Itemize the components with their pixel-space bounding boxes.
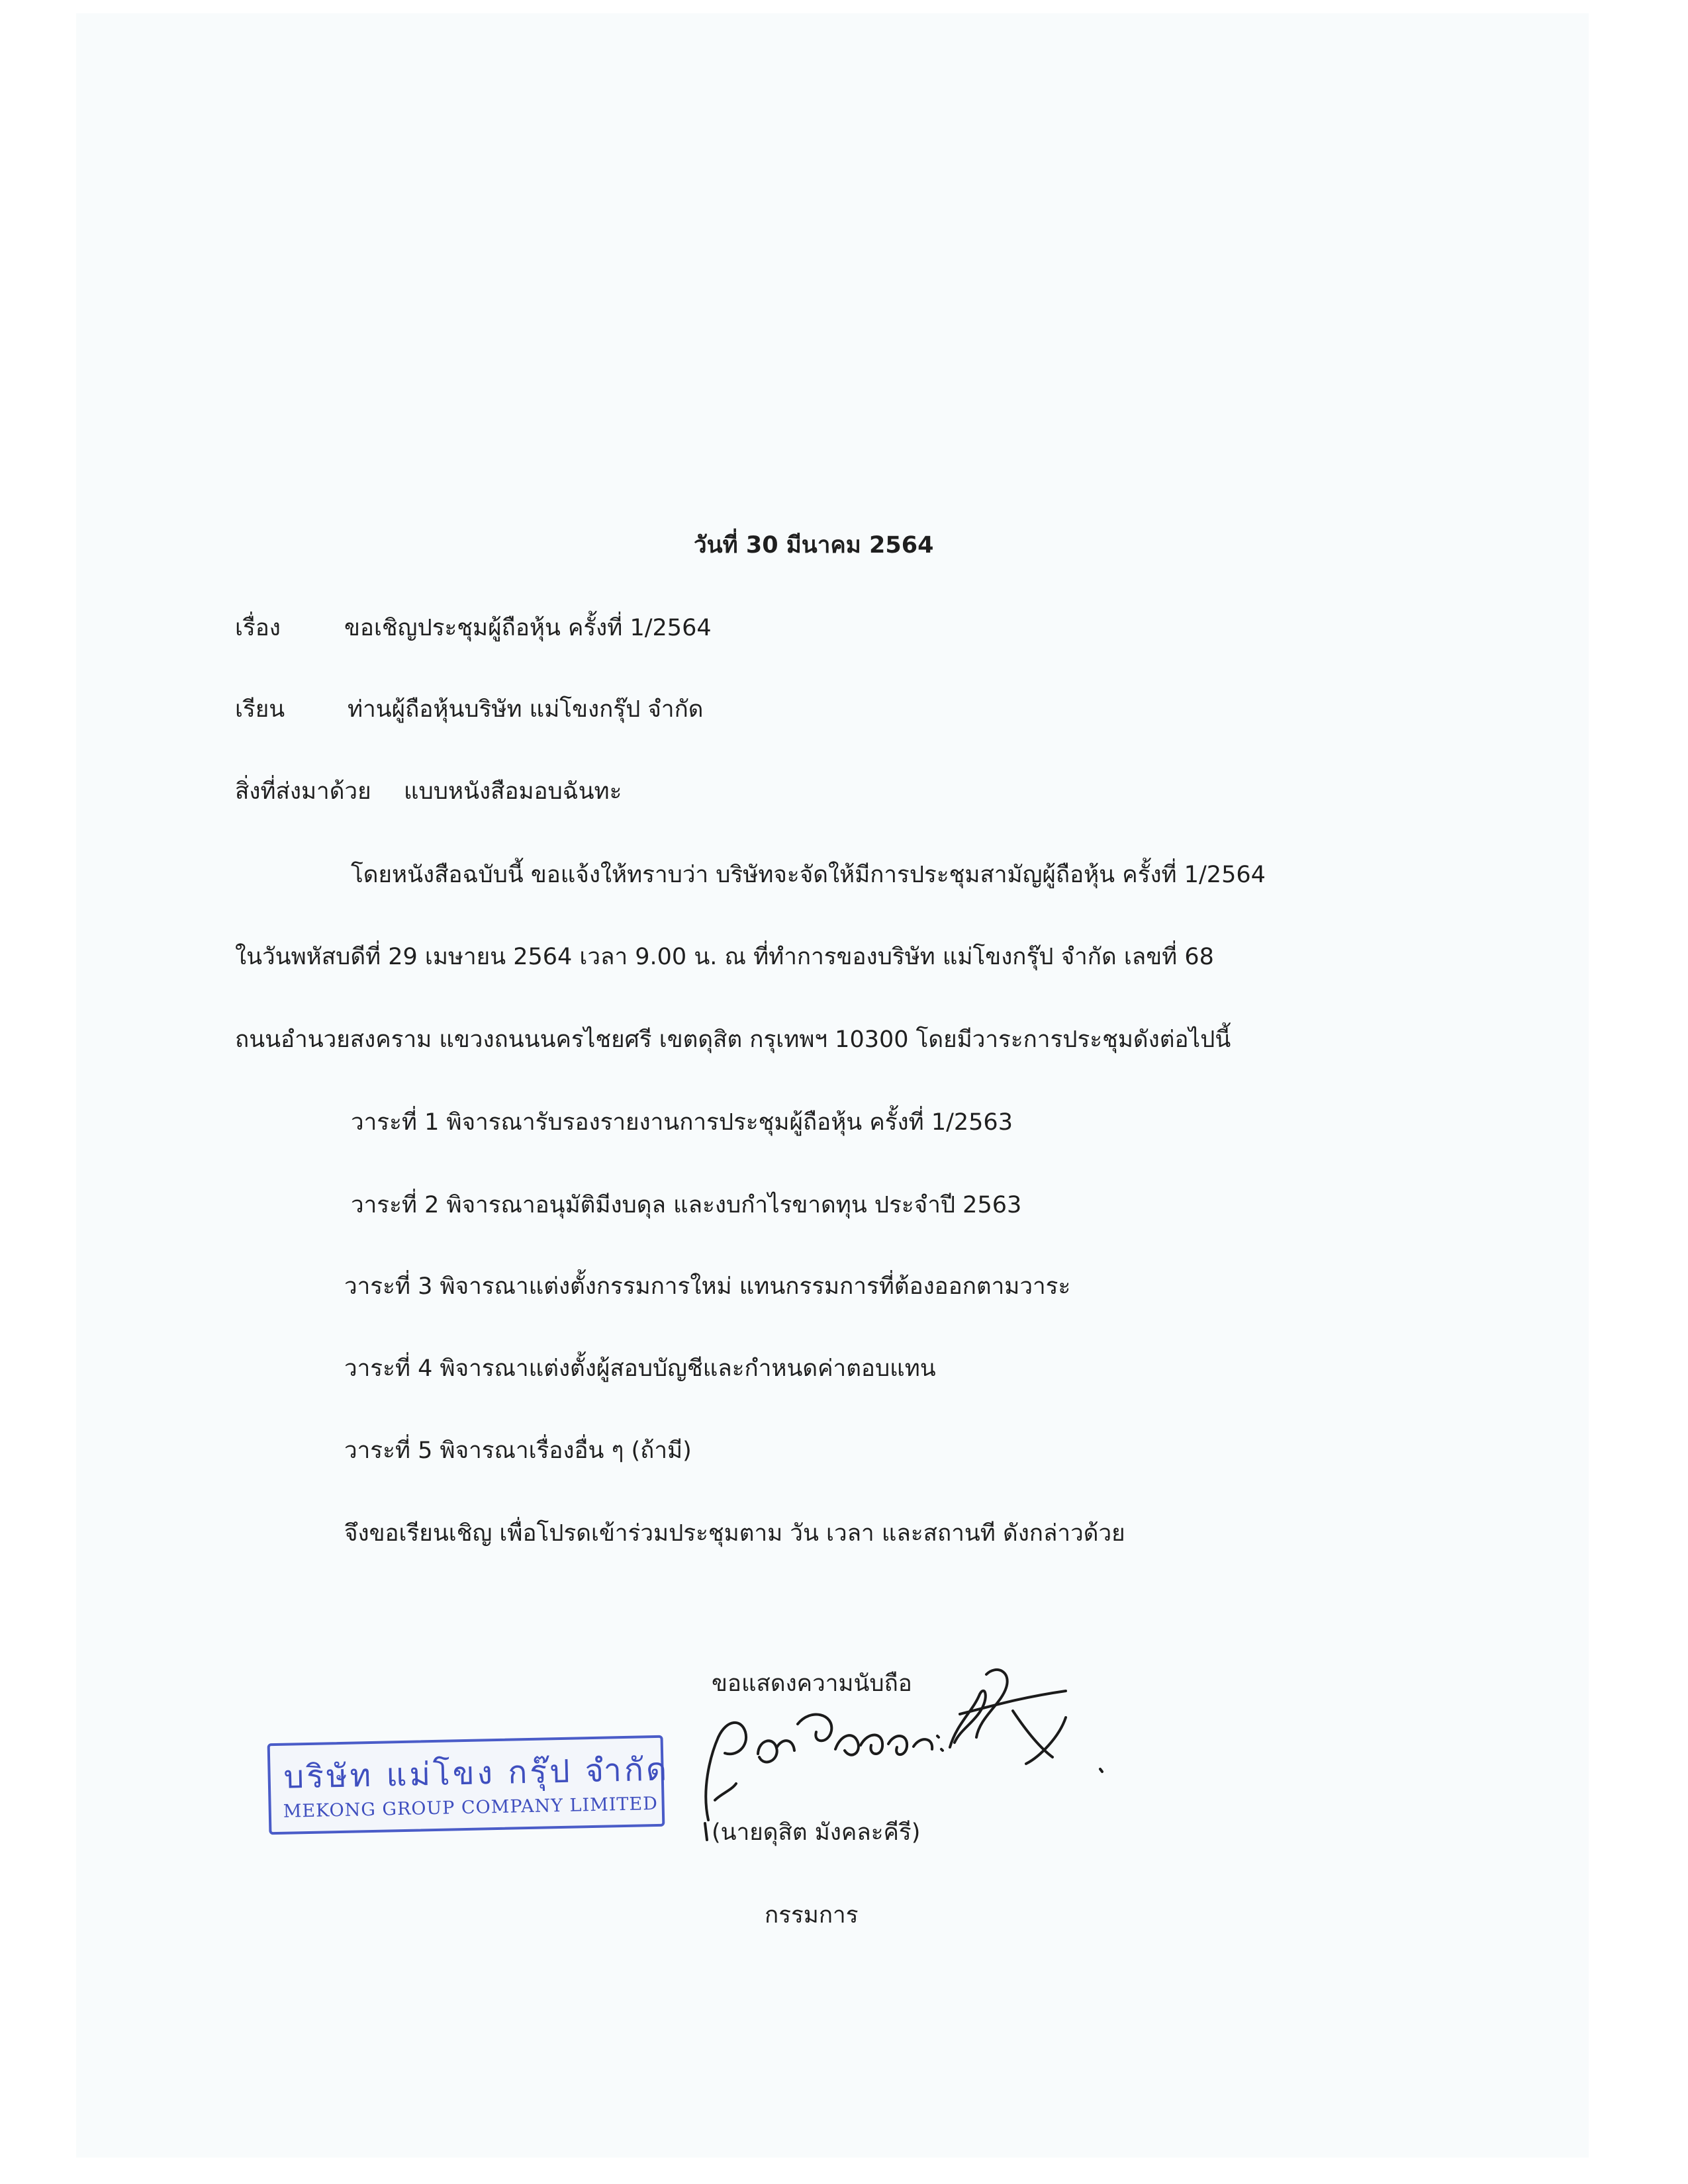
body-line-3: ถนนอำนวยสงคราม แขวงถนนนครไชยศรี เขตดุสิต กรุเทพฯ 10300 โดยมีวาระการประชุมดังต่อไปนี้ — [235, 1026, 1231, 1053]
enclosure-label: สิ่งที่ส่งมาด้วย — [235, 778, 371, 805]
complimentary-close: ขอแสดงความนับถือ — [712, 1670, 912, 1697]
body-line-2: ในวันพหัสบดีที่ 29 เมษายน 2564 เวลา 9.00 น. ณ ที่ทำการของบริษัท แม่โขงกรุ๊ป จำกัด เลขที่ 68 — [235, 944, 1214, 970]
letter-date: วันที่ 30 มีนาคม 2564 — [694, 532, 934, 559]
closing-invitation: จึงขอเรียนเชิญ เพื่อโปรดเข้าร่วมประชุมตาม วัน เวลา และสถานที ดังกล่าวด้วย — [344, 1520, 1125, 1547]
agenda-item-2: วาระที่ 2 พิจารณาอนุมัติมีงบดุล และงบกำไรขาดทุน ประจำปี 2563 — [351, 1192, 1022, 1218]
recipient-text: ท่านผู้ถือหุ้นบริษัท แม่โขงกรุ๊ป จำกัด — [348, 696, 704, 723]
agenda-item-4: วาระที่ 4 พิจารณาแต่งตั้งผู้สอบบัญชีและกำหนดค่าตอบแทน — [344, 1355, 936, 1382]
recipient-label: เรียน — [235, 696, 285, 723]
stamp-thai-text: บริษัท แม่โขง กรุ๊ป จำกัด — [283, 1751, 670, 1796]
subject-label: เรื่อง — [235, 615, 281, 641]
agenda-item-5: วาระที่ 5 พิจารณาเรื่องอื่น ๆ (ถ้ามี) — [344, 1437, 692, 1464]
stamp-english-text: MEKONG GROUP COMPANY LIMITED — [283, 1793, 659, 1822]
subject-text: ขอเชิญประชุมผู้ถือหุ้น ครั้งที่ 1/2564 — [344, 615, 712, 641]
company-stamp — [267, 1735, 670, 1835]
body-line-1: โดยหนังสือฉบับนี้ ขอแจ้งให้ทราบว่า บริษัทจะจัดให้มีการประชุมสามัญผู้ถือหุ้น ครั้งที่ 1/2564 — [351, 862, 1266, 888]
enclosure-text: แบบหนังสือมอบฉันทะ — [404, 778, 622, 805]
agenda-item-1: วาระที่ 1 พิจารณารับรองรายงานการประชุมผู้ถือหุ้น ครั้งที่ 1/2563 — [351, 1109, 1013, 1136]
agenda-item-3: วาระที่ 3 พิจารณาแต่งตั้งกรรมการใหม่ แทนกรรมการที่ต้องออกตามวาระ — [344, 1273, 1071, 1300]
signer-name: (นายดุสิต มังคละคีรี) — [712, 1819, 921, 1846]
signer-title: กรรมการ — [765, 1902, 859, 1929]
